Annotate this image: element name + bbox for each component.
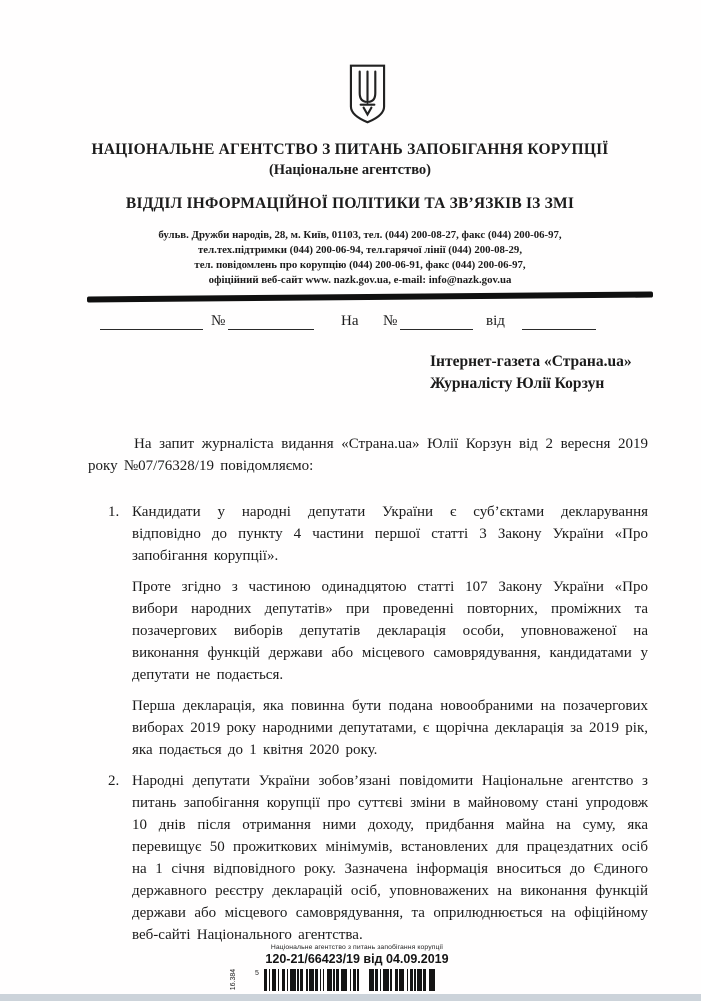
- on-label: На: [341, 313, 359, 329]
- blank-line-date: [100, 315, 203, 330]
- header-divider-rule: [87, 292, 653, 303]
- stamp-org-line: Національне агентство з питань запобігання корупції: [270, 944, 444, 951]
- org-short-name: (Національне агентство): [268, 162, 432, 178]
- number-sign-label: №: [211, 313, 226, 329]
- recipient-line: Інтернет-газета «Страна.ua»: [430, 353, 632, 370]
- page-bottom-edge: [0, 994, 701, 1001]
- list-item-1: [88, 501, 648, 761]
- paragraph: Кандидати у народні депутати України є суб’єктами декларування відповідно до пункту 4 частини першої статті 3 Закону України «Про запобігання корупції».: [132, 504, 648, 564]
- trident-emblem-icon: [348, 63, 387, 125]
- blank-line-incoming-number: [400, 315, 473, 330]
- letter-body: [88, 433, 648, 955]
- address-line: тел.тех.підтримки (044) 200-06-94, тел.гарячої лінії (044) 200-08-29,: [197, 244, 523, 256]
- list-item-number: 1.: [108, 504, 120, 520]
- paragraph: Народні депутати України зобов’язані повідомити Національне агентство з питань запобігання корупції про суттєві зміни в майновому стані упродовж 10 днів після отримання ними доходу, придбання майна на суму, яка перевищує 50 прожиткових мінімумів, встановлених для працездатних осіб на 1 січня відповідного року. Зазначена інформація вноситься до Єдиного державного реєстру декларацій осіб, уповноважених на виконання функцій держави або місцевого самоврядування, та оприлюднюється на офіційному веб-сайті Національного агентства.: [132, 773, 648, 943]
- address-block: [70, 228, 650, 288]
- address-line: бульв. Дружби народів, 28, м. Київ, 01103, тел. (044) 200-08-27, факс (044) 200-06-97,: [158, 229, 562, 241]
- recipient-block: [430, 351, 660, 395]
- stamp-side-char: 5: [255, 970, 259, 977]
- stamp-side-label: 16.384: [230, 968, 238, 991]
- number-sign-label: №: [383, 313, 398, 329]
- address-line: офіційний веб-сайт www. nazk.gov.ua, e-mail: info@nazk.gov.ua: [208, 274, 512, 286]
- reference-row: [0, 313, 701, 335]
- list-item-number: 2.: [108, 773, 120, 789]
- address-line: тел. повідомлень про корупцію (044) 200-06-91, факс (044) 200-06-97,: [194, 259, 526, 271]
- blank-line-number: [228, 315, 314, 330]
- registration-stamp: [230, 944, 477, 992]
- barcode: [264, 969, 437, 991]
- list-item-2: [88, 770, 648, 946]
- from-label: від: [486, 313, 505, 329]
- stamp-registration-number: 120-21/66423/19 від 04.09.2019: [265, 952, 449, 966]
- department-name: ВІДДІЛ ІНФОРМАЦІЙНОЇ ПОЛІТИКИ ТА ЗВ’ЯЗКІВ ІЗ ЗМІ: [125, 195, 575, 212]
- blank-line-incoming-date: [522, 315, 596, 330]
- org-name: НАЦІОНАЛЬНЕ АГЕНТСТВО З ПИТАНЬ ЗАПОБІГАННЯ КОРУПЦІЇ: [91, 141, 609, 158]
- paragraph: Перша декларація, яка повинна бути подана новообраними на позачергових виборах 2019 року народними депутатами, є щорічна декларація за 2019 рік, яка подається до 1 квітня 2020 року.: [132, 698, 648, 758]
- intro-paragraph: На запит журналіста видання «Страна.ua» Юлії Корзун від 2 вересня 2019 року №07/76328/19 повідомляємо:: [88, 436, 648, 474]
- recipient-line: Журналісту Юлії Корзун: [430, 375, 605, 392]
- barcode-row: [230, 968, 477, 992]
- paragraph: Проте згідно з частиною одинадцятою статті 107 Закону України «Про вибори народних депутатів» при проведенні повторних, проміжних та позачергових виборів депутатів декларація особи, уповноваженої на виконання функцій держави або місцевого самоврядування, кандидатами у депутати не подається.: [132, 579, 648, 683]
